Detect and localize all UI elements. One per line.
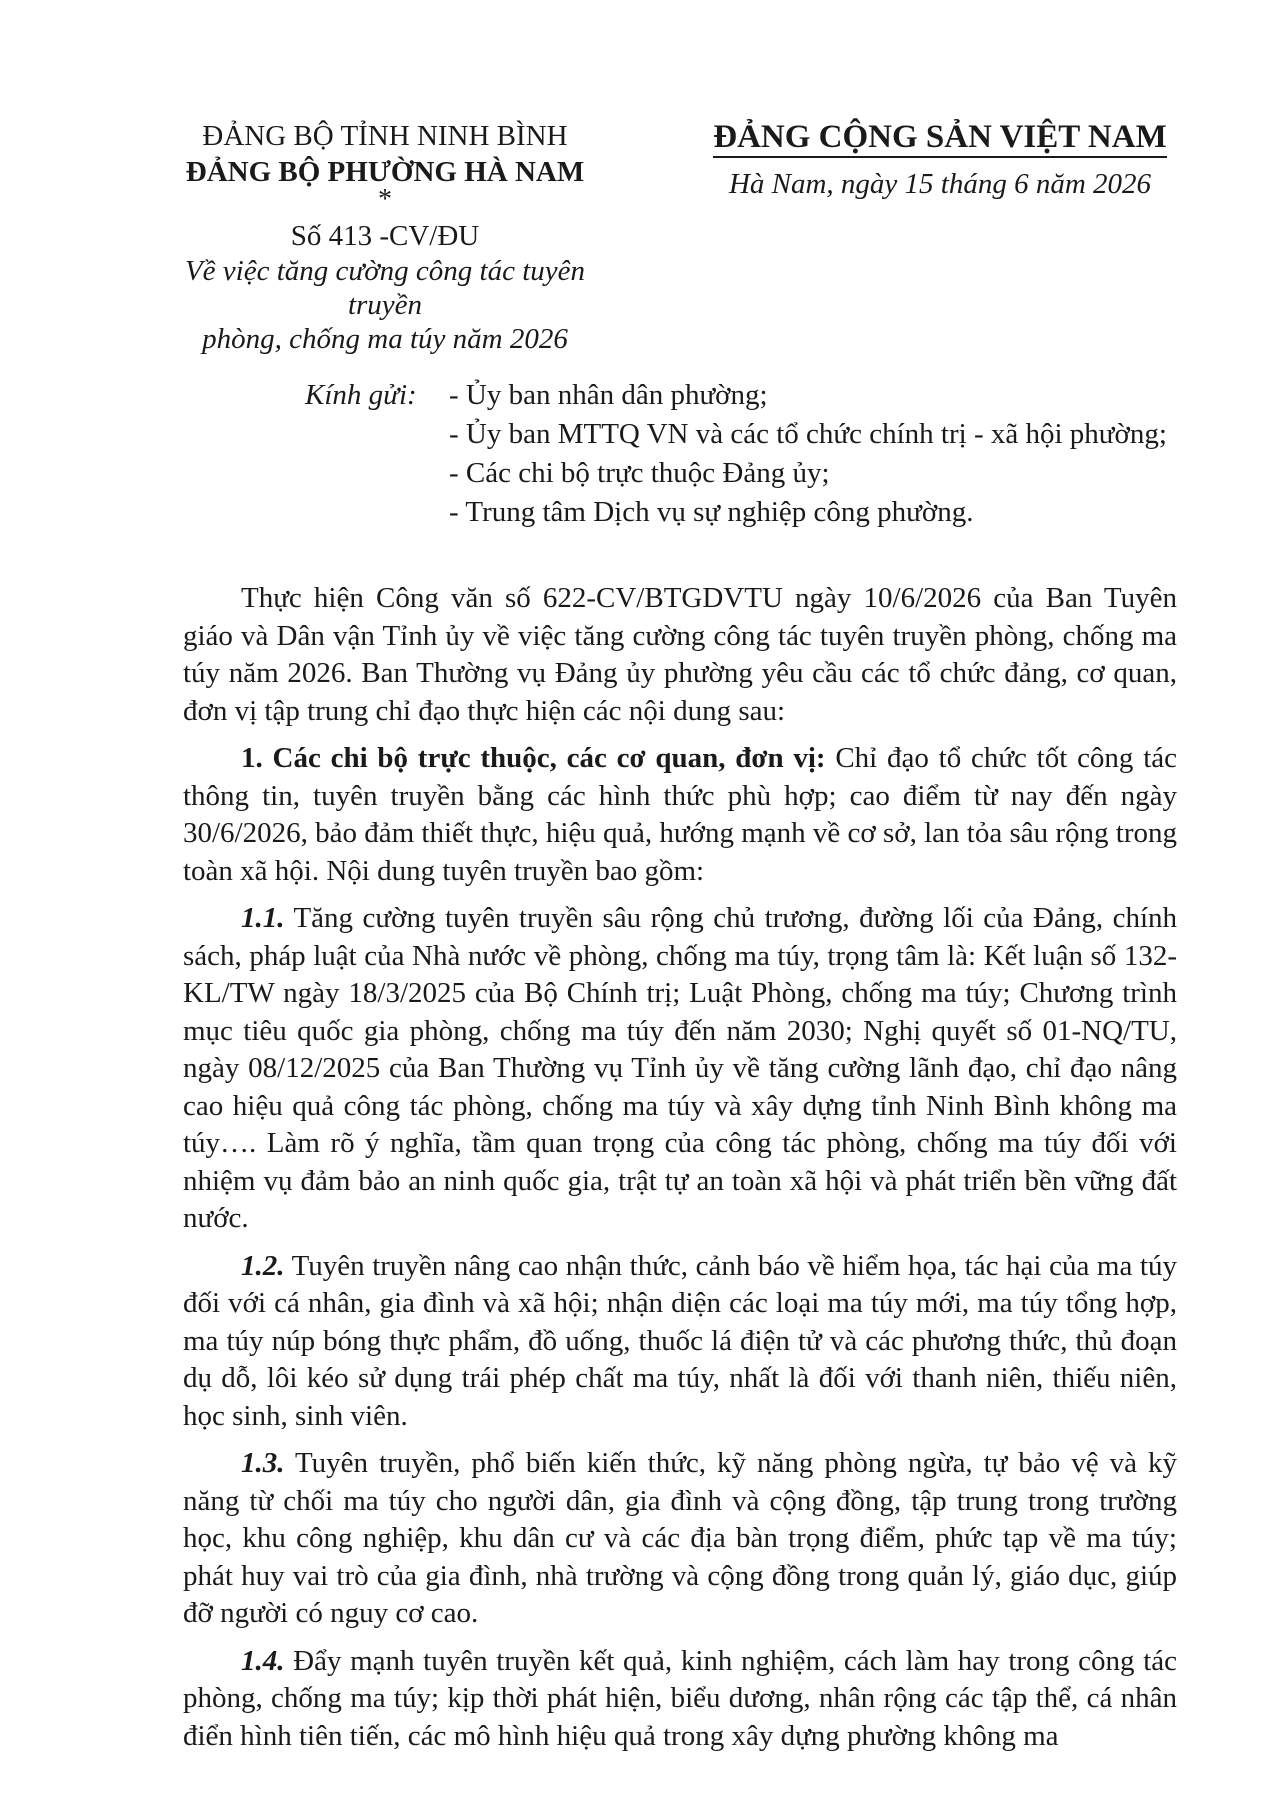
item-text: Tăng cường tuyên truyền sâu rộng chủ trương, đường lối của Đảng, chính sách, pháp luật của Nhà nước về phòng, chống ma túy, trọng tâm là: Kết luận số 132-KL/TW ngày 18/3/2025 của Bộ Chính trị; Luật Phòng, chống ma túy; Chương trình mục tiêu quốc gia phòng, chống ma túy đến năm 2030; Nghị quyết số 01-NQ/TU, ngày 08/12/2025 của Ban Thường vụ Tỉnh ủy về tăng cường lãnh đạo, chỉ đạo nâng cao hiệu quả công tác phòng, chống ma túy và xây dựng tỉnh Ninh Bình không ma túy…. Làm rõ ý nghĩa, tầm quan trọng của công tác phòng, chống ma túy đối với nhiệm vụ đảm bảo an ninh quốc gia, trật tự an toàn xã hội và phát triển bền vững đất nước. <box>183 902 1177 1234</box>
section-1-paragraph <box>183 740 1177 890</box>
item-1-2-paragraph <box>183 1248 1177 1436</box>
separator-star: * <box>378 184 392 215</box>
recipient-item: - Trung tâm Dịch vụ sự nghiệp công phường. <box>449 496 974 528</box>
party-name: ĐẢNG CỘNG SẢN VIỆT NAM <box>713 118 1167 158</box>
intro-paragraph: Thực hiện Công văn số 622-CV/BTGDVTU ngày 10/6/2026 của Ban Tuyên giáo và Dân vận Tỉnh ủy về việc tăng cường công tác tuyên truyền phòng, chống ma túy năm 2026. Ban Thường vụ Đảng ủy phường yêu cầu các tổ chức đảng, cơ quan, đơn vị tập trung chỉ đạo thực hiện các nội dung sau: <box>183 582 1177 727</box>
recipient-item: - Ủy ban nhân dân phường; <box>449 379 768 411</box>
document-subject-line2: phòng, chống ma túy năm 2026 <box>202 323 568 355</box>
item-text: Tuyên truyền nâng cao nhận thức, cảnh báo về hiểm họa, tác hại của ma túy đối với cá nhân, gia đình và xã hội; nhận diện các loại ma túy mới, ma túy tổng hợp, ma túy núp bóng thực phẩm, đồ uống, thuốc lá điện tử và các phương thức, thủ đoạn dụ dỗ, lôi kéo sử dụng trái phép chất ma túy, nhất là đối với thanh niên, thiếu niên, học sinh, sinh viên. <box>183 1249 1177 1432</box>
parent-organization: ĐẢNG BỘ TỈNH NINH BÌNH <box>202 120 568 152</box>
item-1-4-paragraph <box>183 1643 1177 1756</box>
item-1-3-paragraph <box>183 1445 1177 1633</box>
recipients-label: Kính gửi: <box>305 379 417 411</box>
document-subject-line1: Về việc tăng cường công tác tuyên truyền <box>184 255 586 321</box>
organization-name: ĐẢNG BỘ PHƯỜNG HÀ NAM <box>185 156 585 188</box>
national-header-block <box>700 118 1180 204</box>
section-1-heading: 1. Các chi bộ trực thuộc, các cơ quan, đơn vị: <box>241 742 826 774</box>
item-1-1-paragraph <box>183 900 1177 1238</box>
recipients-block <box>305 376 1205 532</box>
place-and-date: Hà Nam, ngày 15 tháng 6 năm 2026 <box>728 168 1152 200</box>
recipient-item: - Ủy ban MTTQ VN và các tổ chức chính trị - xã hội phường; <box>449 418 1167 450</box>
item-text: Đẩy mạnh tuyên truyền kết quả, kinh nghiệm, cách làm hay trong công tác phòng, chống ma túy; kịp thời phát hiện, biểu dương, nhân rộng các tập thể, cá nhân điển hình tiên tiến, các mô hình hiệu quả trong xây dựng phường không ma <box>183 1644 1177 1752</box>
recipient-item: - Các chi bộ trực thuộc Đảng ủy; <box>449 457 830 489</box>
item-number: 1.3. <box>241 1447 285 1479</box>
document-body <box>183 580 1177 1765</box>
item-number: 1.2. <box>241 1249 285 1282</box>
item-text: Tuyên truyền, phổ biến kiến thức, kỹ năng phòng ngừa, tự bảo vệ và kỹ năng từ chối ma túy cho người dân, gia đình và cộng đồng, tập trung trong trường học, khu công nghiệp, khu dân cư và các địa bàn trọng điểm, phức tạp về ma túy; phát huy vai trò của gia đình, nhà trường và cộng đồng trong quản lý, giáo dục, giúp đỡ người có nguy cơ cao. <box>183 1447 1177 1629</box>
recipients-list <box>305 376 1205 532</box>
document-number: Số 413 -CV/ĐU <box>290 220 480 252</box>
issuing-organization-block <box>150 118 620 356</box>
item-number: 1.1. <box>241 902 285 934</box>
section-1-text: Chỉ đạo tổ chức tốt công tác thông tin, tuyên truyền bằng các hình thức phù hợp; cao điểm từ nay đến ngày 30/6/2026, bảo đảm thiết thực, hiệu quả, hướng mạnh về cơ sở, lan tỏa sâu rộng trong toàn xã hội. Nội dung tuyên truyền bao gồm: <box>183 742 1178 887</box>
item-number: 1.4. <box>241 1644 285 1677</box>
